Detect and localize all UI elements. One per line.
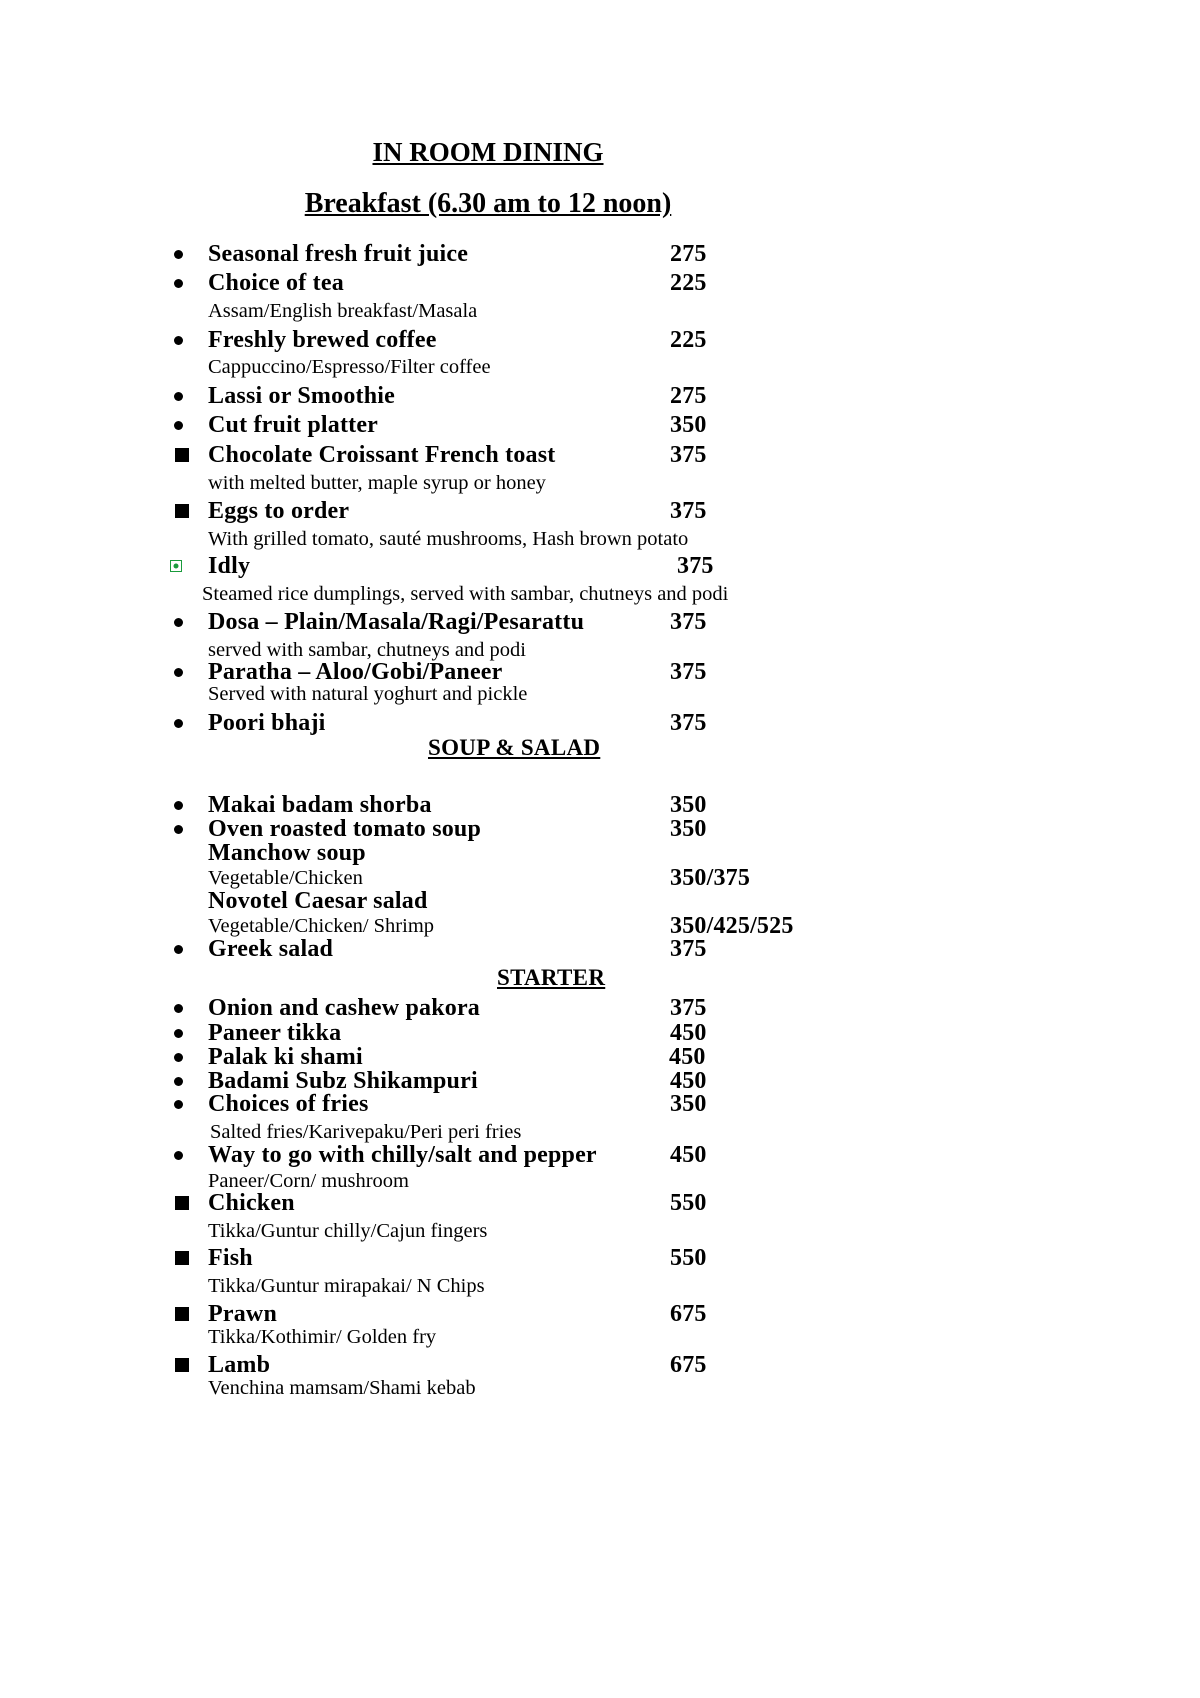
menu-item-name: Choice of tea — [208, 270, 344, 296]
menu-item-description: Tikka/Kothimir/ Golden fry — [208, 1326, 437, 1348]
menu-item-price: 550 — [670, 1245, 707, 1271]
menu-item-name: Paneer tikka — [208, 1020, 342, 1046]
menu-item-description: Vegetable/Chicken/ Shrimp — [208, 915, 435, 937]
disc-bullet-icon — [174, 1029, 183, 1038]
menu-item-description: With grilled tomato, sauté mushrooms, Hash brown potato — [208, 528, 689, 550]
menu-item-name: Manchow soup — [208, 840, 366, 866]
disc-bullet-icon — [174, 279, 183, 288]
menu-item-name: Way to go with chilly/salt and pepper — [208, 1142, 597, 1168]
menu-item-name: Eggs to order — [208, 498, 350, 524]
menu-item-name: Seasonal fresh fruit juice — [208, 241, 469, 267]
menu-item-price: 450 — [670, 1142, 707, 1168]
menu-item-price: 225 — [670, 327, 707, 353]
menu-item-price: 350 — [670, 792, 707, 818]
menu-item-description: Steamed rice dumplings, served with sambar, chutneys and podi — [202, 583, 729, 605]
menu-item-price: 350 — [670, 1091, 707, 1117]
disc-bullet-icon — [174, 825, 183, 834]
menu-item-name: Oven roasted tomato soup — [208, 816, 482, 842]
menu-item-name: Idly — [208, 553, 251, 579]
menu-item-name: Fish — [208, 1245, 253, 1271]
disc-bullet-icon — [174, 1004, 183, 1013]
menu-item-price: 375 — [670, 498, 707, 524]
disc-bullet-icon — [174, 421, 183, 430]
menu-item-price: 275 — [670, 241, 707, 267]
disc-bullet-icon — [174, 801, 183, 810]
square-bullet-icon — [175, 1358, 189, 1372]
menu-item-price: 375 — [670, 710, 707, 736]
menu-item-price: 275 — [670, 383, 707, 409]
disc-bullet-icon — [174, 618, 183, 627]
menu-item-price: 375 — [670, 995, 707, 1021]
disc-bullet-icon — [174, 1151, 183, 1160]
menu-item-price: 375 — [670, 442, 707, 468]
menu-item-price: 375 — [677, 553, 714, 579]
disc-bullet-icon — [174, 1053, 183, 1062]
menu-item-price: 550 — [670, 1190, 707, 1216]
section-heading: STARTER — [497, 965, 606, 990]
menu-item-name: Prawn — [208, 1301, 277, 1327]
menu-item-price: 375 — [670, 659, 707, 685]
menu-item-name: Cut fruit platter — [208, 412, 379, 438]
menu-item-description: served with sambar, chutneys and podi — [208, 639, 526, 661]
disc-bullet-icon — [174, 945, 183, 954]
menu-item-price: 350/425/525 — [670, 913, 794, 939]
menu-item-name: Choices of fries — [208, 1091, 369, 1117]
menu-item-name: Paratha – Aloo/Gobi/Paneer — [208, 659, 503, 685]
menu-item-name: Greek salad — [208, 936, 334, 962]
square-bullet-icon — [175, 1196, 189, 1210]
menu-item-description: with melted butter, maple syrup or honey — [208, 472, 546, 494]
menu-item-price: 675 — [670, 1352, 707, 1378]
menu-item-description: Assam/English breakfast/Masala — [208, 300, 478, 322]
menu-item-description: Vegetable/Chicken — [208, 867, 363, 889]
menu-item-price: 350/375 — [670, 865, 751, 891]
page-title: IN ROOM DINING — [372, 137, 604, 167]
disc-bullet-icon — [174, 336, 183, 345]
disc-bullet-icon — [174, 250, 183, 259]
disc-bullet-icon — [174, 392, 183, 401]
menu-item-description: Tikka/Guntur mirapakai/ N Chips — [208, 1275, 485, 1297]
menu-item-price: 450 — [670, 1020, 707, 1046]
menu-item-name: Chocolate Croissant French toast — [208, 442, 556, 468]
menu-item-price: 375 — [670, 609, 707, 635]
menu-item-name: Dosa – Plain/Masala/Ragi/Pesarattu — [208, 609, 585, 635]
menu-item-name: Onion and cashew pakora — [208, 995, 480, 1021]
menu-item-description: Paneer/Corn/ mushroom — [208, 1170, 409, 1192]
menu-item-name: Badami Subz Shikampuri — [208, 1068, 478, 1094]
menu-item-name: Novotel Caesar salad — [208, 888, 428, 914]
menu-item-name: Lamb — [208, 1352, 271, 1378]
menu-item-description: Served with natural yoghurt and pickle — [208, 683, 528, 705]
section-heading: SOUP & SALAD — [428, 735, 601, 760]
section-heading: Breakfast (6.30 am to 12 noon) — [304, 188, 672, 219]
disc-bullet-icon — [174, 668, 183, 677]
menu-item-price: 675 — [670, 1301, 707, 1327]
menu-item-name: Palak ki shami — [208, 1044, 363, 1070]
menu-item-price: 450 — [669, 1044, 706, 1070]
disc-bullet-icon — [174, 719, 183, 728]
menu-item-description: Tikka/Guntur chilly/Cajun fingers — [208, 1220, 488, 1242]
disc-bullet-icon — [174, 1077, 183, 1086]
square-bullet-icon — [175, 448, 189, 462]
menu-item-description: Salted fries/Karivepaku/Peri peri fries — [210, 1121, 522, 1143]
menu-item-price: 350 — [670, 816, 707, 842]
disc-bullet-icon — [174, 1100, 183, 1109]
menu-item-description: Cappuccino/Espresso/Filter coffee — [208, 356, 491, 378]
menu-item-description: Venchina mamsam/Shami kebab — [208, 1377, 476, 1399]
menu-item-name: Poori bhaji — [208, 710, 326, 736]
square-bullet-icon — [175, 1251, 189, 1265]
menu-item-name: Lassi or Smoothie — [208, 383, 395, 409]
square-bullet-icon — [175, 1307, 189, 1321]
veg-mark-icon — [170, 560, 182, 572]
menu-item-name: Chicken — [208, 1190, 295, 1216]
menu-item-price: 225 — [670, 270, 707, 296]
menu-item-name: Makai badam shorba — [208, 792, 432, 818]
square-bullet-icon — [175, 504, 189, 518]
menu-item-name: Freshly brewed coffee — [208, 327, 437, 353]
menu-item-price: 450 — [670, 1068, 707, 1094]
menu-item-price: 375 — [670, 936, 707, 962]
menu-item-price: 350 — [670, 412, 707, 438]
